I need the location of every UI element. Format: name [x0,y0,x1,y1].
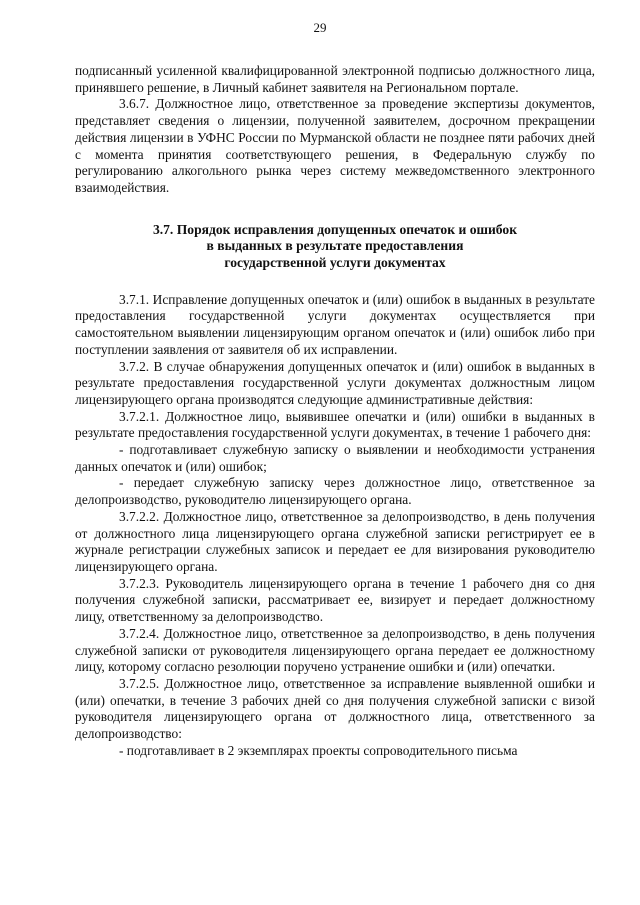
paragraph-3-7-1: 3.7.1. Исправление допущенных опечаток и (или) ошибок в выданных в результате предоставления государственной услуги документах осуществляется при самостоятельном выявлении лицензирующим органом опечаток и (или) ошибок либо при поступлении заявления от заявителя об их исправлении. [75,291,595,357]
list-item-prepare-letters: - подготавливает в 2 экземплярах проекты сопроводительного письма [119,742,518,758]
document-body [75,63,595,759]
paragraph-3-7-2: 3.7.2. В случае обнаружения допущенных опечаток и (или) ошибок в выданных в результате предоставления государственной услуги документах должностным лицом лицензирующего органа производятся следующие административные действия: [75,358,595,407]
paragraph-3-7-2-2: 3.7.2.2. Должностное лицо, ответственное за делопроизводство, в день получения от должностного лица лицензирующего органа служебной записки регистрирует ее в журнале регистрации служебных записок и передает ее для визирования руководителю лицензирующего органа. [75,508,595,574]
paragraph-3-7-2-5: 3.7.2.5. Должностное лицо, ответственное за исправление выявленной ошибки и (или) опечатки, в течение 3 рабочих дней со дня получения служебной записки с визой руководителя лицензирующего органа от должностного лица, ответственного за делопроизводство: [75,675,595,742]
list-item-prepare-memo: - подготавливает служебную записку о выявлении и необходимости устранения данных опечаток и (или) ошибок; [75,442,595,474]
heading-line-1: 3.7. Порядок исправления допущенных опечаток и ошибок [152,221,518,237]
list-item-pass-memo: - передает служебную записку через должностное лицо, ответственное за делопроизводство, руководителю лицензирующего органа. [75,475,595,508]
paragraph-3-6-7: 3.6.7. Должностное лицо, ответственное за проведение экспертизы документов, представляет сведения о лицензии, полученной заявителем, досрочном прекращении действия лицензии в УФНС России по Мурманской области не позднее пяти рабочих дней с момента принятия соответствующего решения, в Федеральную службу по регулированию алкогольного рынка через систему межведомственного электронного взаимодействия. [75,96,595,195]
paragraph-3-7-2-3: 3.7.2.3. Руководитель лицензирующего органа в течение 1 рабочего дня со дня получения служебной записки, рассматривает ее, визирует и передает должностному лицу, ответственному за делопроизводство. [75,575,595,625]
paragraph-continuation: подписанный усиленной квалифицированной электронной подписью должностного лица, принявшего решение, в Личный кабинет заявителя на Региональном портале. [75,63,595,95]
paragraph-3-7-2-4: 3.7.2.4. Должностное лицо, ответственное за делопроизводство, в день получения служебной записки от руководителя лицензирующего органа передает ее должностному лицу, которому согласно резолюции поручено устранение ошибки и (или) опечатки. [75,625,595,675]
paragraph-3-7-2-1: 3.7.2.1. Должностное лицо, выявившее опечатки и (или) ошибки в выданных в результате предоставления государственной услуги документах, в течение 1 рабочего дня: [75,408,595,441]
page-number: 29 [313,20,327,35]
section-heading-3-7 [75,222,595,272]
heading-line-2: в выданных в результате предоставления [206,238,464,254]
heading-line-3: государственной услуги документах [224,255,446,271]
